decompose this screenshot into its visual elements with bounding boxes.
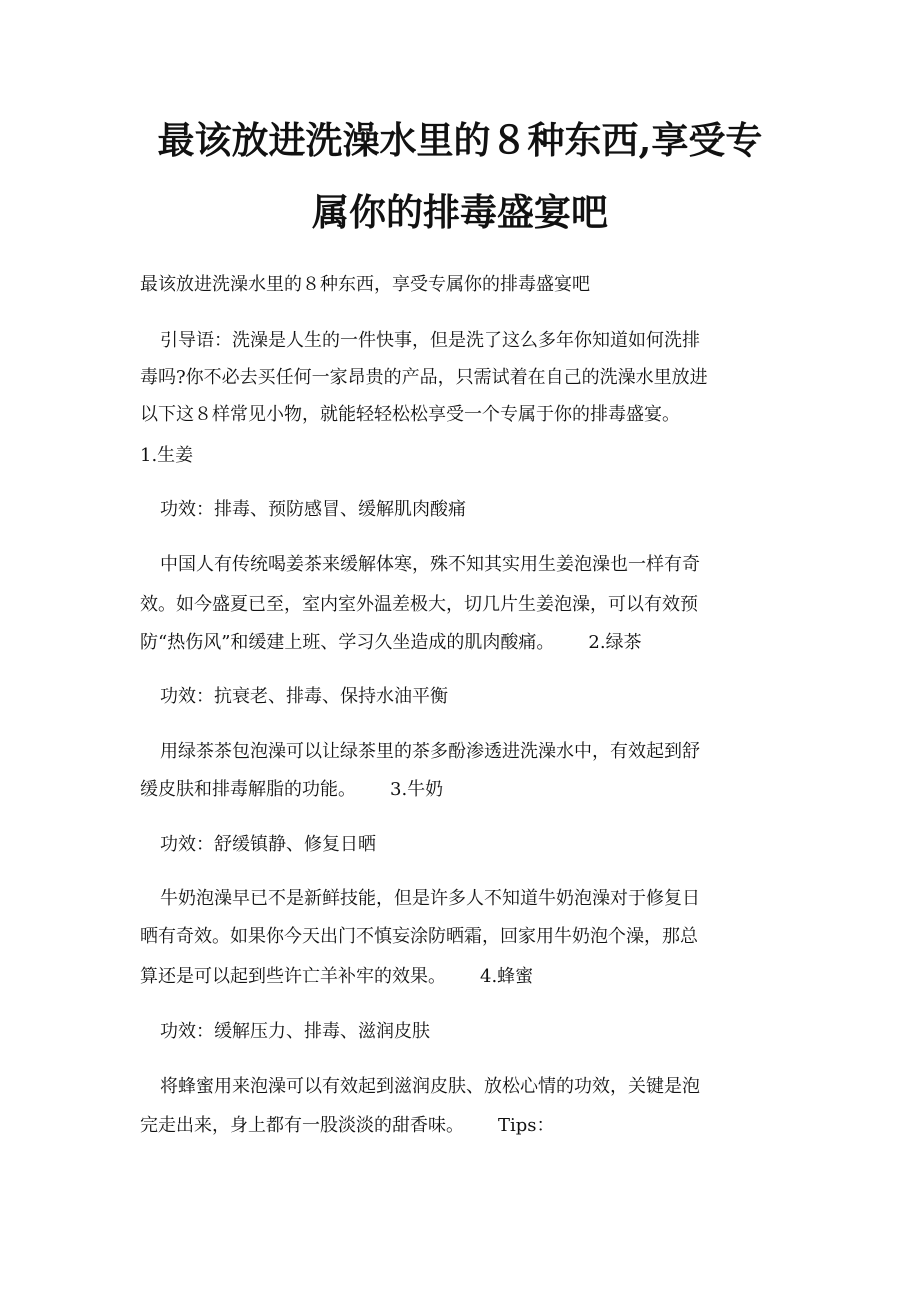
green-tea-line-2 [140, 775, 800, 805]
section-heading-ginger: 1.生姜 [140, 445, 194, 466]
ginger-line-1: 中国人有传统喝姜茶来缓解体寒，殊不知其实用生姜泡澡也一样有奇 [160, 554, 700, 575]
ginger-effect: 功效：排毒、预防感冒、缓解肌肉酸痛 [160, 499, 466, 520]
green-tea-line-1: 用绿茶茶包泡澡可以让绿茶里的茶多酚渗透进洗澡水中，有效起到舒 [160, 741, 700, 762]
honey-line-2-text: 完走出来，身上都有一股淡淡的甜香味。 [140, 1115, 464, 1136]
honey-line-2 [140, 1111, 800, 1141]
intro-line-3: 以下这８样常见小物，就能轻轻松松享受一个专属于你的排毒盛宴。 [140, 404, 680, 425]
intro-line-1: 引导语：洗澡是人生的一件快事，但是洗了这么多年你知道如何洗排 [160, 330, 700, 351]
title-line-1: 最该放进洗澡水里的８种东西,享受专 [157, 118, 763, 162]
ginger-line-3-text: 防“热伤风”和缓建上班、学习久坐造成的肌肉酸痛。 [140, 632, 555, 653]
milk-effect: 功效：舒缓镇静、修复日晒 [160, 834, 376, 855]
honey-effect: 功效：缓解压力、排毒、滋润皮肤 [160, 1021, 430, 1042]
intro-line-2: 毒吗?你不必去买任何一家昂贵的产品，只需试着在自己的洗澡水里放进 [140, 367, 708, 388]
green-tea-line-2-text: 缓皮肤和排毒解脂的功能。 [140, 779, 356, 800]
milk-line-1: 牛奶泡澡早已不是新鲜技能，但是许多人不知道牛奶泡澡对于修复日 [160, 888, 700, 909]
tips-heading: Tips： [498, 1115, 555, 1136]
milk-line-2: 晒有奇效。如果你今天出门不慎妄涂防晒霜，回家用牛奶泡个澡，那总 [140, 926, 698, 947]
honey-line-1: 将蜂蜜用来泡澡可以有效起到滋润皮肤、放松心情的功效，关键是泡 [160, 1076, 700, 1097]
milk-line-3 [140, 962, 800, 992]
section-heading-milk: 3.牛奶 [390, 779, 444, 800]
section-heading-green-tea: 2.绿茶 [588, 632, 642, 653]
green-tea-effect: 功效：抗衰老、排毒、保持水油平衡 [160, 686, 448, 707]
subtitle: 最该放进洗澡水里的８种东西，享受专属你的排毒盛宴吧 [140, 274, 590, 295]
document-title [120, 104, 800, 248]
milk-line-3-text: 算还是可以起到些许亡羊补牢的效果。 [140, 966, 446, 987]
section-heading-honey: 4.蜂蜜 [480, 966, 534, 987]
ginger-line-2: 效。如今盛夏已至，室内室外温差极大，切几片生姜泡澡，可以有效预 [140, 594, 698, 615]
title-line-2: 属你的排毒盛宴吧 [312, 190, 608, 234]
ginger-line-3 [140, 628, 800, 658]
